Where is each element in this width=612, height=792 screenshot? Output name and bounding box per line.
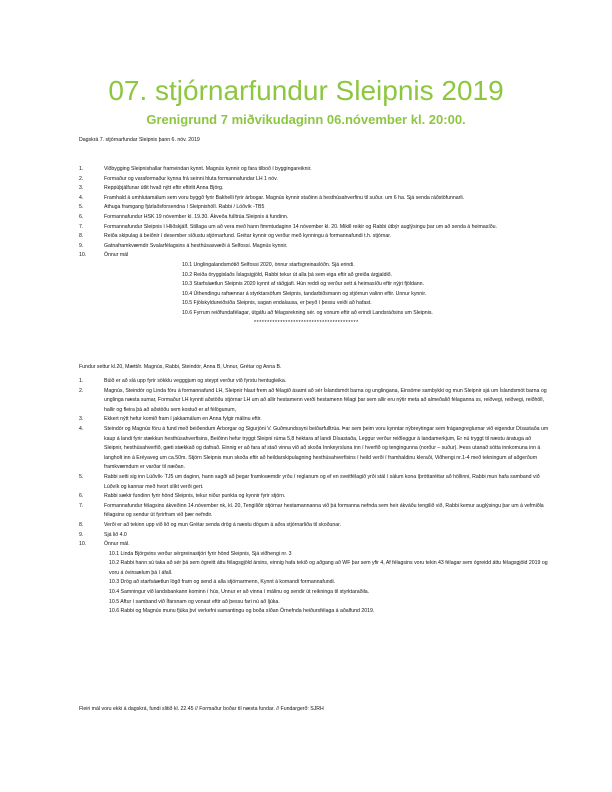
agenda-subitem: 10.6 Fyrrum reiðfundafélagar, útgáfu að félagsrekning sér. og vonum eftir að erindi Landsráðsins um Sleipnis. [182,309,433,316]
agenda-subitem: 10.3 Starfsáætlun Sleipnis 2020 kynnt af ráðgjafi. Hún reddi og verður sett á heimasíðu eftir nýjri fjöldann. [182,281,424,288]
minutes-subitem-text: 10.5 Aftur í samband við Ífarsnam og vonast eftir að þessu fari nú að ljúka. [109,598,280,605]
agenda-item [79,175,549,185]
minutes-item [79,521,549,531]
separator-stars: **************************************** [254,319,359,326]
agenda-item-text: Gatnaframkvæmdir Svalarfélagsins á hesthúsasvæði á Selfossi. Magnús kynnir. [104,242,288,249]
minutes-item-number: 1. [79,378,84,384]
minutes-item-text: Ekkert nýtt hefur komið fram í jakkamálum en Anna fylgir málinu eftir. [104,416,262,423]
minutes-item-text: Sjá lið 4.0 [104,531,127,538]
minutes-item-number: 2. [79,387,84,394]
agenda-item [79,251,549,261]
agenda-item [79,165,549,175]
minutes-item-number: 5. [79,473,84,480]
minutes-subitem [79,607,549,617]
agenda-item-number: 5. [79,204,84,211]
minutes-list [79,377,549,617]
minutes-item-number: 6. [79,493,84,500]
agenda-item [79,203,549,213]
minutes-subitem [79,588,549,598]
minutes-item-text: Verði er að tekinn upp við lið og mun Grétar senda drög á næstu dögum á aðra stjórnarliða til skoðunar. [104,521,342,528]
agenda-item-number: 10. [79,252,87,259]
minutes-item [79,502,549,521]
minutes-subitem [79,559,549,578]
agenda-item-text: Reiða skipulag á beiðnir í desember síðustu stjórnarfund. Grétar kynnir og verður með kynningu á formannafundi t.h. stjórnar. [104,233,392,240]
minutes-item-number: 7. [79,502,84,509]
agenda-item-number: 7. [79,223,84,230]
agenda-subitem: 10.2 Reiða öryggislaðs Íslagsigjöld, Rabbi tekur út alla þá sem eiga eftir að greiða árgjaldið. [182,271,392,278]
agenda-item-text: Viðbygging Sleipnishallar framvindan kynnt. Magnús kynnir og fara tilboð í byggingareiknir. [104,166,312,172]
minutes-item-text: Önnur mál. [104,541,130,548]
agenda-item-number: 9. [79,242,84,249]
minutes-subitem-text: 10.2 Rabbi hann sú taka að sér þá sem ógreitt áttu félagsgjöld ársins, einnig hafa tekið og aðgang að WF þar sem yfir 4, Af félagsins voru tekin 43 félagar sem ógreidd áttu félagsgjöld 2019 og voru á óvinsælum þá í áfall. [109,560,548,576]
minutes-item-text: Rabbi setti sig inn Lúðvík- TJ5 um daginn, hann sagði að þegar framkvæmdir yrðu í reglanum og ef en sveitfélagið yrði stál í sálum kona íþróttaréttar að höllinni, Rabbi mun hafa samband við Lúðvík og kannar með hvort slíkt verði gert. [104,473,540,490]
agenda-item-number: 8. [79,233,84,240]
attendance-line: Fundur settur kl.20, Mætt/ir. Magnús, Rabbi, Steindór, Anna B, Unnur, Grétar og Anna B. [79,364,282,370]
minutes-subitem [79,598,549,608]
agenda-item-text: Athuga framgang fjárlaðsforsendna í Sleipnishöll. Rabbi / Löðvík -TB5 [104,204,265,211]
minutes-subitem [79,550,549,560]
minutes-subitem [79,578,549,588]
minutes-item [79,425,549,473]
minutes-subitem-text: 10.6 Rabbi og Magnús munu fjúka því verkefni samantingu og boða síðan Örnefnda heiðursfélaga á aðalfund 2019. [109,608,375,615]
agenda-item [79,242,549,252]
agenda-item-number: 4. [79,194,84,201]
page-title: 07. stjórnarfundur Sleipnis 2019 [108,75,504,106]
agenda-item-number: 1. [79,166,84,172]
agenda-item-text: Framhald á umhlutamálum sem voru byggð fyrir Bakhelli fyrir árbogar. Magnús kynnir staðinn á hesthúsahverfinu til suður. um 6 ha. Sjá senda ráðstöfunnarli. [104,194,465,201]
agenda-heading: Dagskrá 7. stjórnarfundar Sleipnis þann 6. nóv. 2019 [79,137,200,143]
agenda-item [79,184,549,194]
minutes-item [79,492,549,502]
agenda-subitem: 10.1 Unglingalandsmótið Selfossi 2020, önnur starfsgreinaslóðn. Sjá erindi. [182,261,355,268]
agenda-item [79,223,549,233]
minutes-item-number: 4. [79,425,84,432]
agenda-item-number: 2. [79,175,84,182]
minutes-item [79,540,549,550]
minutes-item-number: 3. [79,416,84,423]
minutes-subitem-text: 10.1 Linda Björgvins verður sérgreinastjóri fyrir hönd Sleipnis, Sjá viðhengi nr. 3 [109,550,292,557]
minutes-item-number: 9. [79,531,84,538]
minutes-item-text: Búið er að slá upp fyrir sökklu vegggjum og steypt verður við fyrstu hentugleika. [104,378,287,384]
minutes-item [79,377,549,387]
minutes-subitem-text: 10.3 Drög að starfsáætlun lögð fram og send á alla stjórnarmenn, Kynnt á komandi formannafundi. [109,579,336,586]
minutes-item-text: Magnús, Steindór og Linda fóru á formannafund LH, Sleipnir hlaut frem að félagið ásamt að sér Íslandsmót barna og unglingana, Einsöme sambykkt og mun Sleipnir sjá um Íslandsmót barna og unglinga næsta sumar, Formaður LH kynnti aðstöðu stjórnar LH um að allir hestamenn verði hestamenn félagi þar sem allir eru nýtir meta að almeðalið félaganna ss, reiðvegi, reiðvegi, reiðhöll, hallir og fleira þá að aðstöðu sem kostuð er af félögunum, [104,387,547,413]
minutes-item [79,473,549,492]
minutes-item-text: Formannafundur félagsins ákveðinn 14.nóvember nk, kl. 20, Tengiliðir stjórnar hestamannanna við þá formanna nefnda sem heir ákváðu tengilið við, Rabbi kemur auglýsingu þar um á vefmiðla félagsins og sendur út fyrirfram við þær nefndir. [104,502,544,519]
page-subtitle: Grenigrund 7 miðvikudaginn 06.nóvember kl. 20:00. [146,112,466,127]
agenda-item-text: Formaður og varaformaður kynna frá seinni hluta formannafundar LH 1 nóv. [104,175,278,182]
agenda-item-number: 3. [79,185,84,192]
minutes-item-text: Steindór og Magnús fóru á fund með beiðendum Árborgar og Sigurjóni V. Guðmundssyni beiðarfulltrúa. Þar sem þeim voru kynntar nýbreytingar sem frágangreglurnar við eigendur Dísastaða um kaup á landi fyrir stækkun hesthúsahverfisins, Beiðinn hefur tryggt Sleipni rúma 5,8 hektara af landi Dísastaða, Leggur verður reiðleggur á landamerkjum, Er nú tryggt til næstu áratuga að Sleipnir, hesthúsahverfið, gæti stækkað og dafnað. Einnig er að fara af stað vinna við að skoða Innkeyrsluna inn í hverfið og tengingunna (norður – suður). Þess utanað sótta innkomuna inn á langholt inn á Eréyaveg um ca.50m. Stjórn Sleipnis mun skoða eftir að heildarskipulagning hesthúsahverfisins í heild verði í framhaldinu kleraði, Viðhengi nr.1-4 með tekningum af aðgerðum framkvæmdum er varðar til næðan. [104,425,549,471]
minutes-item [79,531,549,541]
minutes-item-number: 10. [79,541,87,548]
agenda-item-text: Önnur mál [104,252,129,259]
agenda-item [79,194,549,204]
agenda-list [79,165,549,328]
agenda-subitem: 10.4 Úthendingu rafrænnar á styrktarsöfum Sleipnis, tandarbiðsmann og stjórnun valinn eftir. Unnur kynnir. [182,290,427,297]
minutes-item-number: 8. [79,521,84,528]
agenda-item-number: 6. [79,213,84,220]
agenda-item [79,232,549,242]
agenda-subitem: 10.5 Fjölskyldureiðsíða Sleipnis, sagan endalausa, er þeyð í þessu veiði að hafast. [182,300,372,307]
minutes-item [79,387,549,416]
agenda-item-text: Formannafundur Sleipnis í Hliðskjálf. Stillaga um að vera með hann fimmtudaginn 14 nóvember kl. 20. Mikill reikir og Rabbi útbýr auglýsingu þar um að senda á heimasíðu. [104,223,498,230]
agenda-item-text: Formannafundur HSK 19 nóvember kl. 19.30. Ákveða fulltrúa Sleipnis á fundinn. [104,213,289,220]
minutes-subitem-text: 10.4 Samningur við landsbankann kominn í hús, Unnur er að vinna í málinu og sendir út reikninga til styrktaraðila. [109,589,370,596]
minutes-item-text: Rabbi sækir fundinn fyrir hönd Sleipnis, tekur niður punkta og kynnir fyrir stjórn. [104,493,286,500]
agenda-item-text: Reppúþjálfunar útlit hvað nýtt eftir eftirlit Anna Björg. [104,185,224,192]
agenda-item [79,213,549,223]
minutes-item [79,415,549,425]
closing-line: Fleiri mál voru ekki á dagskrá, fundi slitið kl. 22.45 // Formaður boðar til næsta fundar. // Fundargerð: SJRH [79,706,324,712]
